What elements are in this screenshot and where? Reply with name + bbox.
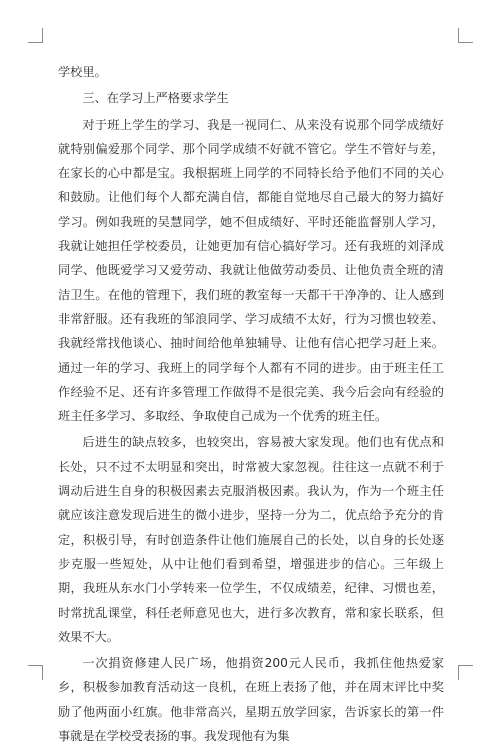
crop-mark-top-right (458, 28, 473, 43)
crop-mark-bottom-left (28, 665, 43, 680)
crop-mark-top-left (28, 28, 43, 43)
paragraph: 对于班上学生的学习、我是一视同仁、从来没有说那个同学成绩好就特别偏爱那个同学、那个同学成绩不好就不管它。学生不管好与差，在家长的心中都是宝。我根据班上同学的不同特长给予他们不同的关心和鼓励。让他们每个人都充满自信，都能自觉地尽自己最大的努力搞好学习。例如我班的吴慧同学，她不但成绩好、平时还能监督别人学习，我就让她担任学校委员，让她更加有信心搞好学习。还有我班的刘泽成同学、他既爱学习又爱劳动、我就让他做劳动委员、让他负责全班的清洁卫生。在他的管理下，我们班的教室每一天都干干净净的、让人感到非常舒服。还有我班的邹浪同学、学习成绩不太好，行为习惯也较差、我就经常找他谈心、抽时间给他单独辅导、让他有信心把学习赶上来。通过一年的学习、我班上的同学每个人都有不同的进步。由于班主任工作经验不足、还有许多管理工作做得不是很完美、我今后会向有经验的班主任多学习、多取经、争取使自己成为一个优秀的班主任。 (58, 117, 444, 424)
paragraph-continuation: 学校里。 (58, 65, 107, 79)
paragraph: 一次捐资修建人民广场，他捐资200元人民币，我抓住他热爱家乡，积极参加教育活动这一良机，在班上表扬了他，并在周末评比中奖励了他两面小红旗。他非常高兴，星期五放学回家，告诉家长的第一件事就是在学校受表扬的事。我发现他有为集 (58, 656, 444, 744)
section-heading: 三、在学习上严格要求学生 (82, 91, 229, 106)
crop-mark-bottom-right (458, 665, 473, 680)
paragraph: 后进生的缺点较多，也较突出，容易被大家发现。他们也有优点和长处，只不过不太明显和突出，时常被大家忽视。往往这一点就不利于调动后进生自身的积极因素去克服消极因素。我认为，作为一个班主任就应该注意发现后进生的微小进步，坚持一分为二，优点给予充分的肯定，积极引导，有时创造条件让他们施展自己的长处，以自身的长处逐步克服一些短处，从中让他们看到希望，增强进步的信心。三年级上期，我班从东水门小学转来一位学生，不仅成绩差，纪律、习惯也差，时常扰乱课堂，科任老师意见也大，进行多次教育，常和家长联系，但效果不大。 (58, 435, 444, 644)
document-body (58, 60, 444, 748)
